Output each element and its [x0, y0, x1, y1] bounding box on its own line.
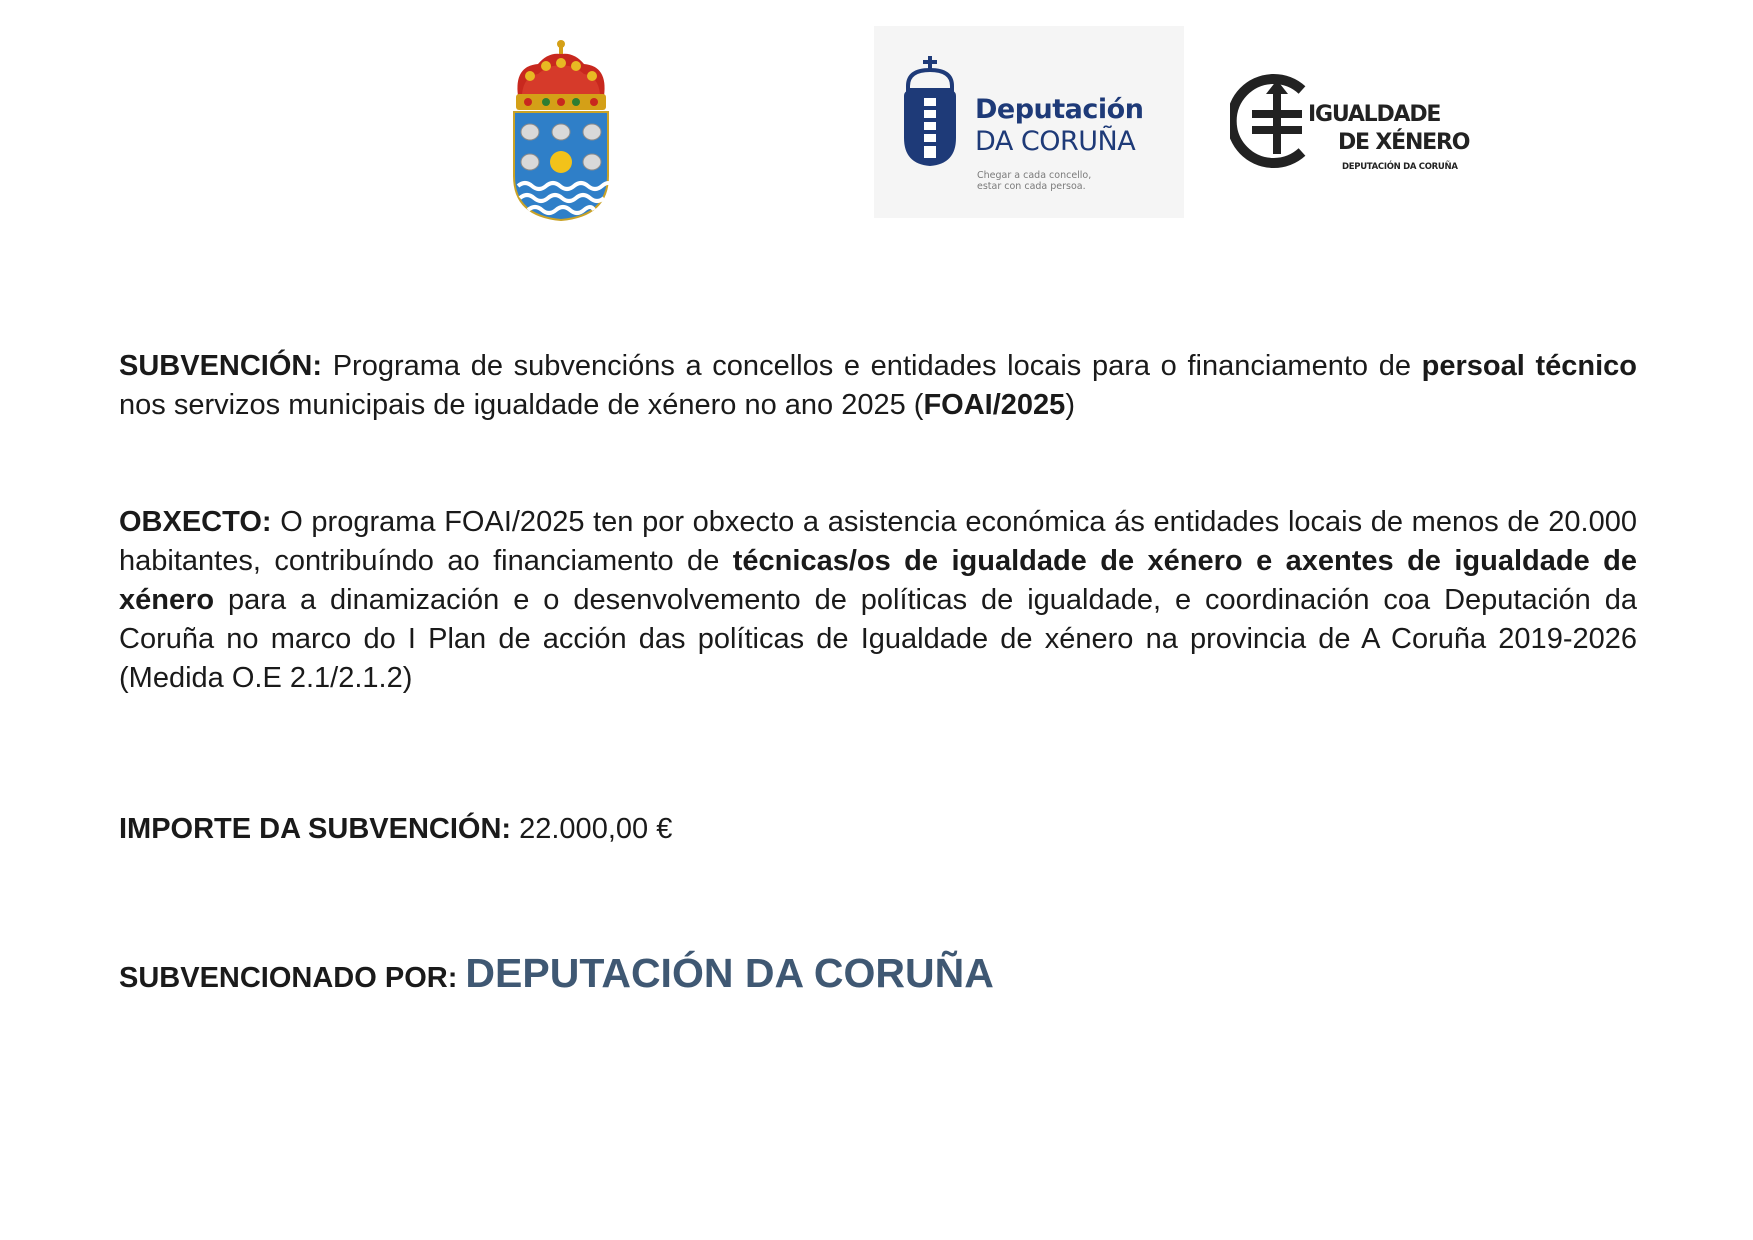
obxecto-text-1: O programa FOAI/2025 ten por obxecto a asistencia económica ás entidades locais de menos de 20.000 habitantes, contribuíndo ao financiamento de [119, 506, 1637, 577]
obxecto-text-2: para a dinamización e o desenvolvemento de políticas de igualdade, e coordinación coa Deputación da Coruña no marco do I Plan de acción das políticas de Igualdade de xénero na provincia de A Coruña 2019-2026 (Medida O.E 2.1/2.1.2) [119, 584, 1637, 694]
igualdade-logo [1230, 68, 1470, 178]
igualdade-name-line2: DE XÉNERO [1338, 130, 1470, 155]
deputacion-name-line2: DA CORUÑA [975, 126, 1136, 157]
importe-paragraph [119, 810, 1637, 849]
subvencion-paragraph [119, 347, 1637, 425]
subvencion-text-2: nos servizos municipais de igualdade de xénero no ano 2025 ( [119, 389, 924, 421]
subvencion-program-code: FOAI/2025 [923, 389, 1066, 421]
importe-value: 22.000,00 € [511, 813, 673, 845]
obxecto-paragraph [119, 503, 1637, 698]
subvencionado-label: SUBVENCIONADO POR: [119, 962, 466, 994]
subvencion-label: SUBVENCIÓN: [119, 350, 323, 382]
deputacion-name-line1: Deputación [975, 94, 1144, 125]
header-logos [0, 0, 1753, 230]
deputacion-tagline [977, 170, 1097, 192]
funder-name: DEPUTACIÓN DA CORUÑA [465, 950, 994, 996]
equality-icon [1230, 70, 1320, 170]
obxecto-label: OBXECTO: [119, 506, 272, 538]
igualdade-subtitle: DEPUTACIÓN DA CORUÑA [1342, 162, 1458, 172]
subvencion-text-1: Programa de subvencións a concellos e entidades locais para o financiamento de [322, 350, 1422, 382]
subvencion-bold-1: persoal técnico [1421, 350, 1637, 382]
deputacion-logo [874, 26, 1184, 218]
tower-icon [900, 56, 960, 168]
obxecto-bold-1: técnicas/os de igualdade de xénero e axentes de igualdade de xénero [119, 545, 1638, 616]
subvencionado-paragraph [119, 948, 1637, 1003]
importe-label: IMPORTE DA SUBVENCIÓN: [119, 813, 512, 845]
deputacion-tagline-line1: Chegar a cada concello, [977, 170, 1092, 181]
subvencion-text-3: ) [1065, 389, 1075, 421]
coat-of-arms-logo [508, 36, 614, 222]
igualdade-name-line1: IGUALDADE [1308, 102, 1441, 127]
deputacion-tagline-line2: estar con cada persoa. [977, 181, 1086, 192]
